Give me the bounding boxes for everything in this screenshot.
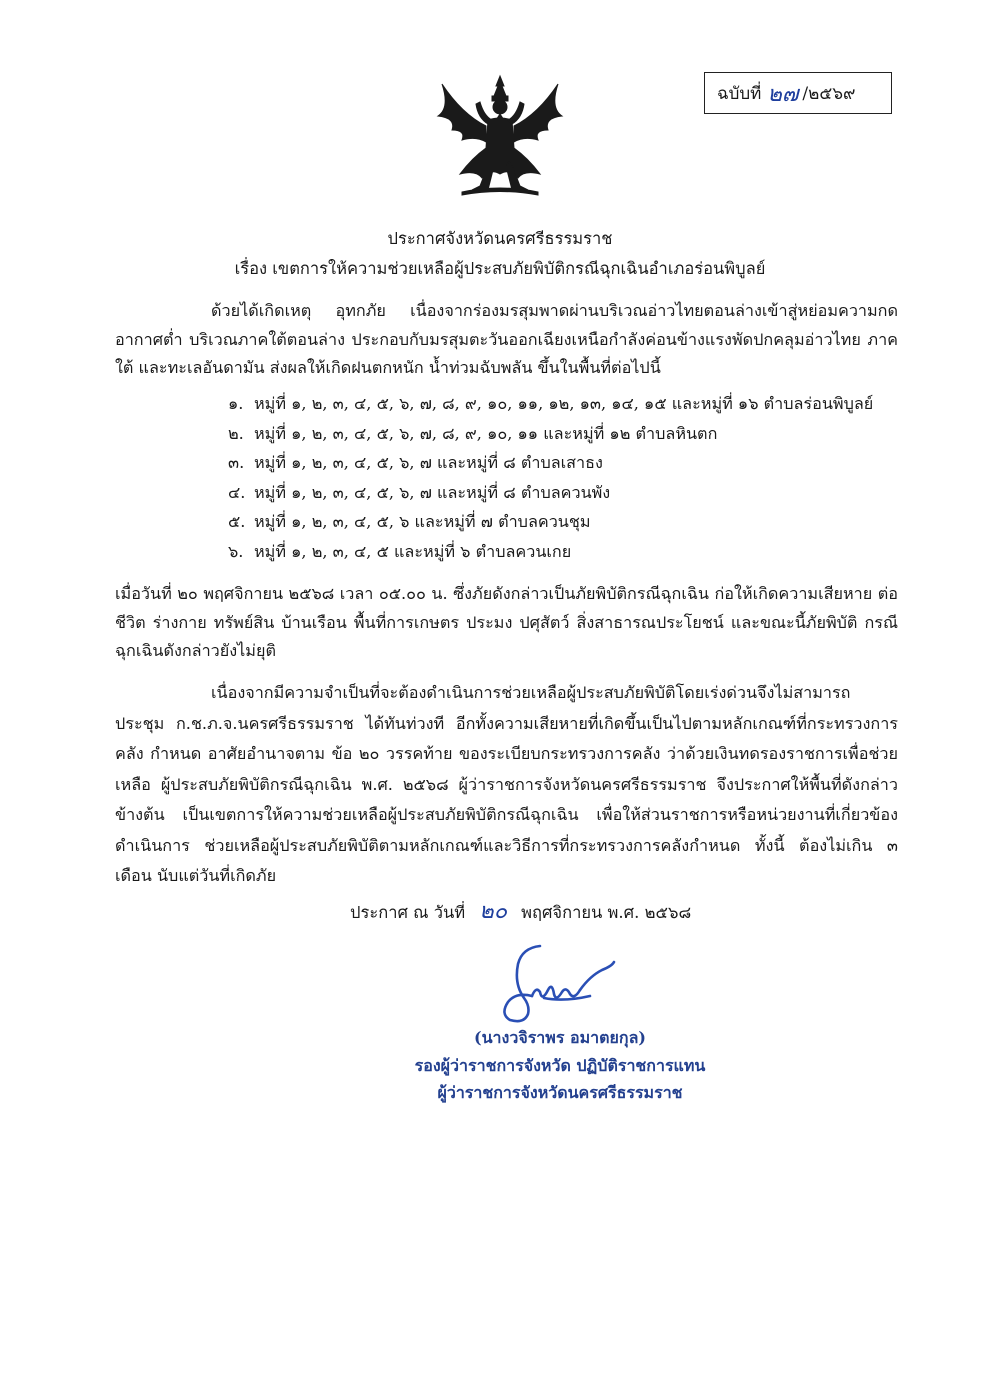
list-item: ๑. หมู่ที่ ๑, ๒, ๓, ๔, ๕, ๖, ๗, ๘, ๙, ๑๐, ๑๑, ๑๒, ๑๓, ๑๔, ๑๕ และหมู่ที่ ๑๖ ตำบลร่อนพิบูลย์ (228, 394, 874, 413)
document-number-prefix: ฉบับที่ (717, 83, 762, 104)
handwritten-signature (494, 940, 624, 1030)
list-item: ๕. หมู่ที่ ๑, ๒, ๓, ๔, ๕, ๖ และหมู่ที่ ๗ ตำบลควนชุม (228, 512, 591, 531)
document-number-box (704, 72, 892, 114)
signer-position-1: รองผู้ว่าราชการจังหวัด ปฏิบัติราชการแทน (414, 1056, 706, 1075)
list-item: ๓. หมู่ที่ ๑, ๒, ๓, ๔, ๕, ๖, ๗ และหมู่ที่ ๘ ตำบลเสาธง (228, 453, 603, 472)
declaration-paragraph: เนื่องจากมีความจำเป็นที่จะต้องดำเนินการช่วยเหลือผู้ประสบภัยพิบัติโดยเร่งด่วนจึงไม่สามารถ ประชุม ก.ช.ภ.จ.นครศรีธรรมราช ได้ทันท่วงที อีกทั้งความเสียหายที่เกิดขึ้นเป็นไปตามหลักเกณฑ์ที่กระทรวงการคลัง กำหนด อาศัยอำนาจตาม ข้อ ๒๐ วรรคท้าย ของระเบียบกระทรวงการคลัง ว่าด้วยเงินทดรองราชการเพื่อช่วยเหลือ ผู้ประสบภัยพิบัติกรณีฉุกเฉิน พ.ศ. ๒๕๖๘ ผู้ว่าราชการจังหวัดนครศรีธรรมราช จึงประกาศให้พื้นที่ดังกล่าวข้างต้น เป็นเขตการให้ความช่วยเหลือผู้ประสบภัยพิบัติกรณีฉุกเฉิน เพื่อให้ส่วนราชการหรือหน่วยงานที่เกี่ยวข้องดำเนินการ ช่วยเหลือผู้ประสบภัยพิบัติตามหลักเกณฑ์และวิธีการที่กระทรวงการคลังกำหนด ทั้งนี้ ต้องไม่เกิน ๓ เดือน นับแต่วันที่เกิดภัย (115, 683, 898, 885)
intro-paragraph: ด้วยได้เกิดเหตุ อุทกภัย เนื่องจากร่องมรสุมพาดผ่านบริเวณอ่าวไทยตอนล่างเข้าสู่หย่อมความกดอากาศต่ำ บริเวณภาคใต้ตอนล่าง ประกอบกับมรสุมตะวันออกเฉียงเหนือกำลังค่อนข้างแรงพัดปกคลุมอ่าวไทย ภาคใต้ และทะเลอันดามัน ส่งผลให้เกิดฝนตกหนัก น้ำท่วมฉับพลัน ขึ้นในพื้นที่ต่อไปนี้ (115, 301, 898, 377)
list-item: ๖. หมู่ที่ ๑, ๒, ๓, ๔, ๕ และหมู่ที่ ๖ ตำบลควนเกย (228, 541, 572, 561)
affected-area-list (228, 391, 908, 568)
announcement-subject: เรื่อง เขตการให้ความช่วยเหลือผู้ประสบภัยพิบัติกรณีฉุกเฉินอำเภอร่อนพิบูลย์ (234, 259, 766, 278)
document-number-year: /๒๕๖๙ (802, 83, 856, 104)
announcement-day-handwritten: ๒๐ (479, 899, 508, 924)
signer-position-2: ผู้ว่าราชการจังหวัดนครศรีธรรมราช (437, 1083, 683, 1102)
announcement-date-suffix: พฤศจิกายน พ.ศ. ๒๕๖๘ (521, 903, 692, 922)
list-item: ๒. หมู่ที่ ๑, ๒, ๓, ๔, ๕, ๖, ๗, ๘, ๙, ๑๐, ๑๑ และหมู่ที่ ๑๒ ตำบลหินตก (228, 423, 718, 443)
announcement-date-line (350, 893, 691, 928)
document-number-handwritten: ๒๗ (767, 81, 799, 107)
list-item: ๔. หมู่ที่ ๑, ๒, ๓, ๔, ๕, ๖, ๗ และหมู่ที่ ๘ ตำบลควนพัง (228, 482, 611, 502)
event-paragraph: เมื่อวันที่ ๒๐ พฤศจิกายน ๒๕๖๘ เวลา ๐๕.๐๐ น. ซึ่งภัยดังกล่าวเป็นภัยพิบัติกรณีฉุกเฉิน ก่อให้เกิดความเสียหาย ต่อชีวิต ร่างกาย ทรัพย์สิน บ้านเรือน พื้นที่การเกษตร ประมง ปศุสัตว์ สิ่งสาธารณประโยชน์ และขณะนี้ภัยพิบัติ กรณีฉุกเฉินดังกล่าวยังไม่ยุติ (115, 584, 898, 660)
signer-name: (นางวจิราพร อมาตยกุล) (474, 1028, 646, 1047)
garuda-emblem-icon (432, 74, 568, 198)
announcement-title: ประกาศจังหวัดนครศรีธรรมราช (387, 229, 613, 248)
announcement-date-prefix: ประกาศ ณ วันที่ (350, 903, 466, 922)
